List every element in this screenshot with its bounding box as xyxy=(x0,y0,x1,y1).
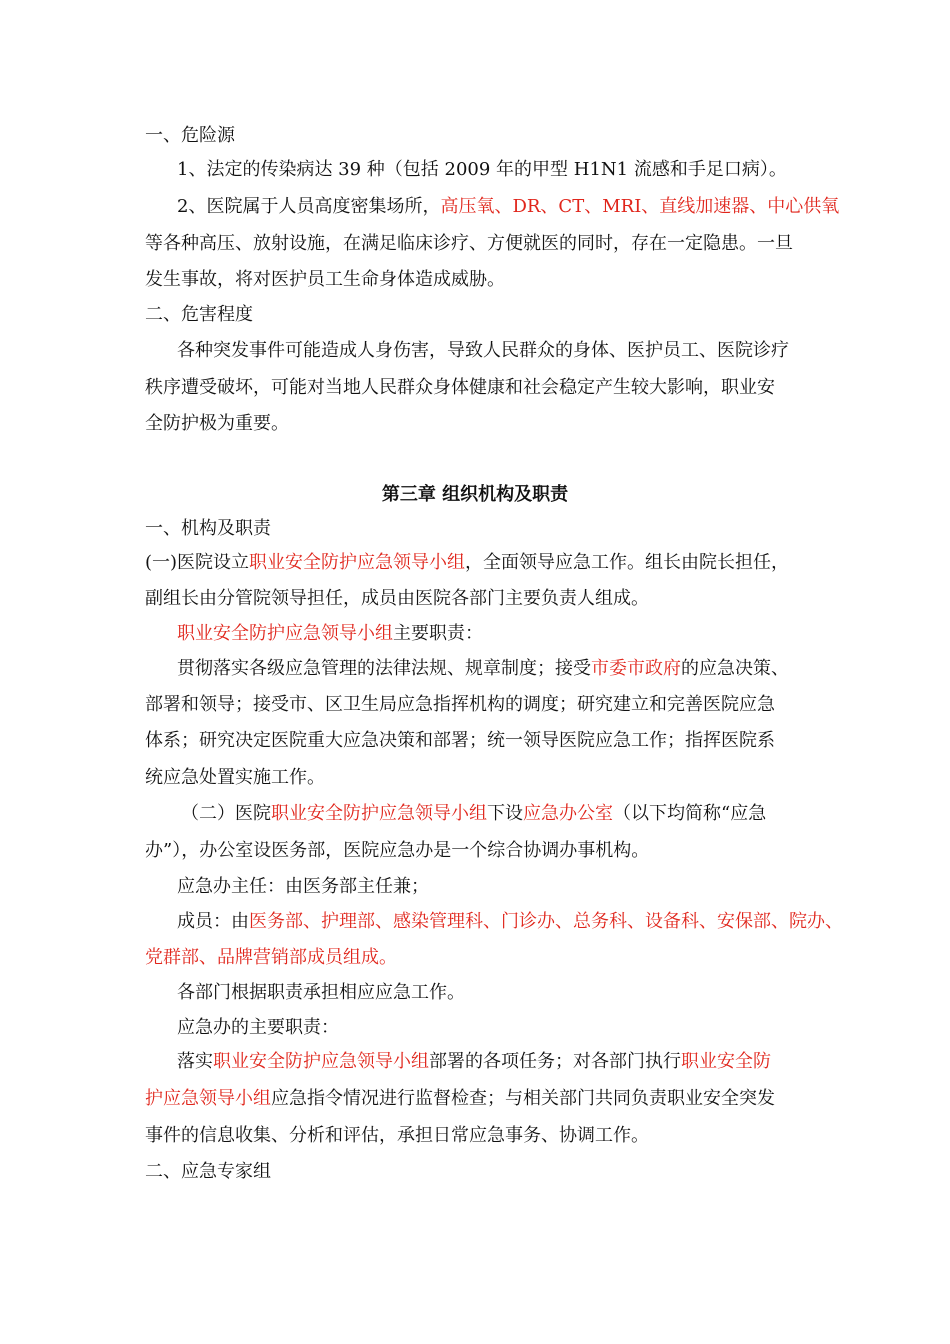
section-heading-expert-group: 二、应急专家组 xyxy=(145,1161,271,1182)
paragraph-line: 2、医院属于人员高度密集场所，高压氧、DR、CT、MRI、直线加速器、中心供氧 xyxy=(177,196,840,217)
paragraph-line: 事件的信息收集、分析和评估，承担日常应急事务、协调工作。 xyxy=(145,1125,649,1146)
chapter-title: 第三章 组织机构及职责 xyxy=(381,484,569,505)
paragraph-line: 职业安全防护应急领导小组主要职责： xyxy=(177,623,483,644)
paragraph-line: 贯彻落实各级应急管理的法律法规、规章制度；接受市委市政府的应急决策、 xyxy=(177,658,789,679)
paragraph-line: 成员：由医务部、护理部、感染管理科、门诊办、总务科、设备科、安保部、院办、 xyxy=(177,911,843,932)
section-heading-hazard-source: 一、危险源 xyxy=(145,125,235,146)
paragraph-line: 等各种高压、放射设施，在满足临床诊疗、方便就医的同时，存在一定隐患。一旦 xyxy=(145,233,793,254)
paragraph-line: 全防护极为重要。 xyxy=(145,413,289,434)
paragraph-line: 各种突发事件可能造成人身伤害，导致人民群众的身体、医护员工、医院诊疗 xyxy=(177,340,789,361)
paragraph-line: 秩序遭受破坏，可能对当地人民群众身体健康和社会稳定产生较大影响，职业安 xyxy=(145,377,775,398)
paragraph-line: 护应急领导小组应急指令情况进行监督检查；与相关部门共同负责职业安全突发 xyxy=(145,1088,775,1109)
paragraph-line: 发生事故，将对医护员工生命身体造成威胁。 xyxy=(145,269,505,290)
paragraph-line: 体系；研究决定医院重大应急决策和部署；统一领导医院应急工作；指挥医院系 xyxy=(145,730,775,751)
section-heading-organization: 一、机构及职责 xyxy=(145,518,271,539)
paragraph-line: 部署和领导；接受市、区卫生局应急指挥机构的调度；研究建立和完善医院应急 xyxy=(145,694,775,715)
paragraph-line: 1、法定的传染病达 39 种（包括 2009 年的甲型 H1N1 流感和手足口病）。 xyxy=(177,159,787,180)
paragraph-line: 副组长由分管院领导担任，成员由医院各部门主要负责人组成。 xyxy=(145,588,649,609)
paragraph-line: 应急办主任：由医务部主任兼； xyxy=(177,876,429,897)
paragraph-line: 统应急处置实施工作。 xyxy=(145,767,325,788)
section-heading-hazard-degree: 二、危害程度 xyxy=(145,304,253,325)
paragraph-line: （二）医院职业安全防护应急领导小组下设应急办公室（以下均简称“应急 xyxy=(181,803,767,824)
paragraph-line: 落实职业安全防护应急领导小组部署的各项任务；对各部门执行职业安全防 xyxy=(177,1051,771,1072)
paragraph-line: 办”），办公室设医务部，医院应急办是一个综合协调办事机构。 xyxy=(145,840,650,861)
paragraph-line: 应急办的主要职责： xyxy=(177,1017,339,1038)
paragraph-line: 党群部、品牌营销部成员组成。 xyxy=(145,947,397,968)
paragraph-line: 各部门根据职责承担相应应急工作。 xyxy=(177,982,465,1003)
paragraph-line: (一)医院设立职业安全防护应急领导小组，全面领导应急工作。组长由院长担任， xyxy=(145,552,790,573)
